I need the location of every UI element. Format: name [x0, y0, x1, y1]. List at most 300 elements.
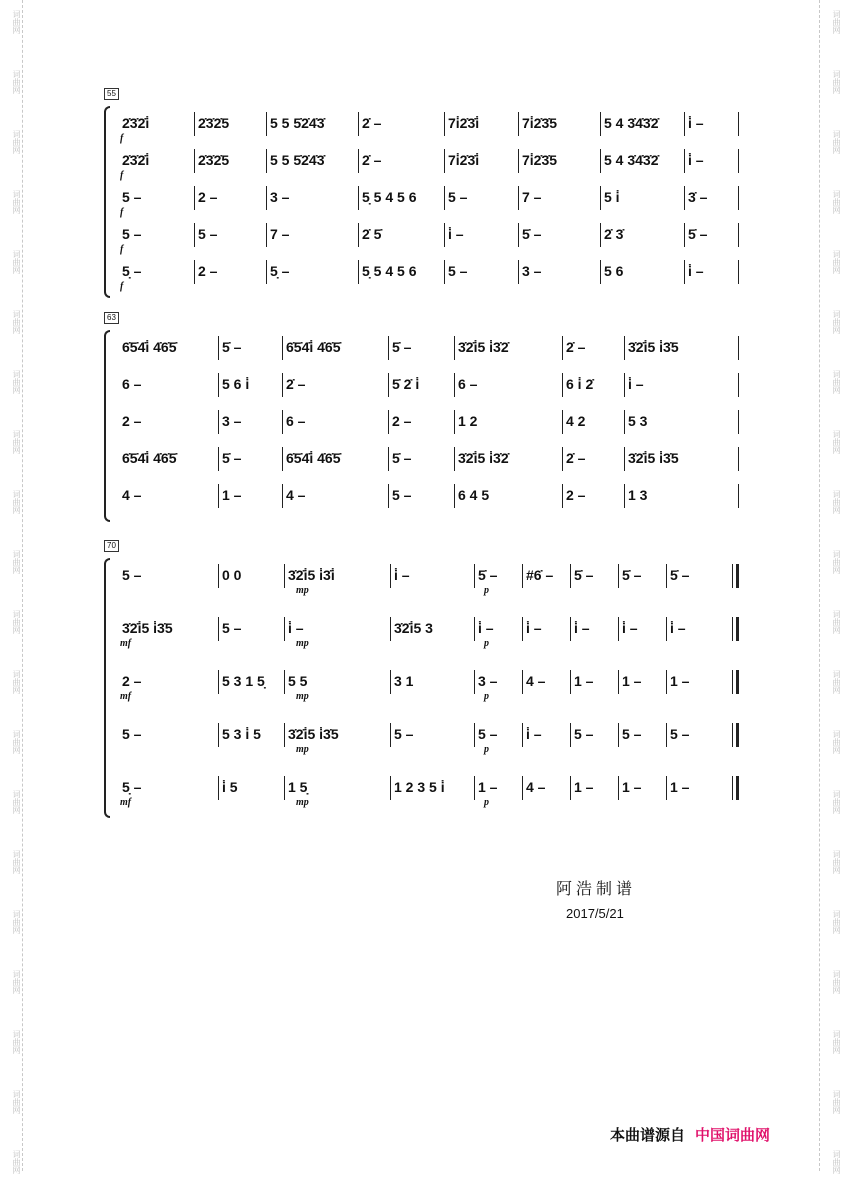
barline [738, 260, 739, 284]
barline [218, 373, 219, 397]
watermark-text: 词曲网 [832, 670, 841, 694]
measure-cell: 5 – [122, 567, 142, 583]
measure-cell: 5̇ 2̇ i̇ [392, 376, 420, 392]
barline [684, 186, 685, 210]
barline [454, 447, 455, 471]
dynamic-marking: f [120, 244, 124, 255]
watermark-text: 词曲网 [832, 610, 841, 634]
barline [522, 670, 523, 694]
barline [474, 670, 475, 694]
source-credit [610, 1124, 770, 1145]
measure-cell: 3̇2̇i̇5 i̇3̇5 [288, 726, 339, 742]
watermark-text: 词曲网 [12, 310, 21, 334]
final-barline [736, 564, 739, 588]
barline [562, 484, 563, 508]
barline [358, 223, 359, 247]
measure-cell: 5 – [122, 226, 142, 242]
voice-part-2 [118, 613, 738, 649]
source-site-link[interactable]: 中国词曲网 [695, 1126, 771, 1144]
measure-cell: 5̇ – [222, 450, 242, 466]
barline [390, 617, 391, 641]
barline [358, 186, 359, 210]
measure-cell: 1 – [670, 673, 690, 689]
measure-cell: 5 5 5̇2̇4̇3̇ [270, 152, 325, 168]
measure-number: 55 [104, 88, 119, 100]
measure-cell: 2 – [198, 263, 218, 279]
measure-cell: 2 – [566, 487, 586, 503]
barline [518, 112, 519, 136]
measure-cell: 6 – [458, 376, 478, 392]
barline [444, 149, 445, 173]
barline [738, 186, 739, 210]
measure-cell: 5 – [222, 620, 242, 636]
watermark-text: 词曲网 [832, 850, 841, 874]
measure-cell: 2̇ – [566, 450, 586, 466]
watermark-text: 词曲网 [832, 130, 841, 154]
watermark-text: 词曲网 [12, 1090, 21, 1114]
barline [618, 776, 619, 800]
measure-cell: 3̇2̇i̇5 3 [394, 620, 433, 636]
measure-cell: 5 5 [288, 673, 308, 689]
barline [284, 617, 285, 641]
voice-part-5 [118, 480, 738, 516]
measure-cell: 3̇2̇i̇5 i̇3̇i̇ [288, 567, 335, 583]
dynamic-marking: f [120, 207, 124, 218]
watermark-text: 词曲网 [832, 70, 841, 94]
watermark-text: 词曲网 [832, 910, 841, 934]
barline [738, 447, 739, 471]
barline [284, 670, 285, 694]
barline [474, 617, 475, 641]
barline [358, 149, 359, 173]
measure-cell: 1 – [622, 779, 642, 795]
dynamic-marking: f [120, 133, 124, 144]
measure-cell: 5 3 1 5̣ [222, 673, 265, 689]
barline [474, 776, 475, 800]
measure-cell: 5 – [478, 726, 498, 742]
final-barline [736, 617, 739, 641]
barline [218, 617, 219, 641]
watermark-text: 词曲网 [12, 70, 21, 94]
dynamic-marking: mp [296, 797, 309, 808]
measure-cell: 7i̇2̇3̇i̇ [448, 152, 480, 168]
measure-cell: 3̇2̇i̇5 i̇3̇5 [628, 450, 679, 466]
measure-cell: i̇ – [688, 152, 704, 168]
measure-cell: 5 3 i̇ 5 [222, 726, 261, 742]
watermark-text: 词曲网 [12, 430, 21, 454]
watermark-text: 词曲网 [832, 310, 841, 334]
measure-cell: 4 – [526, 779, 546, 795]
dynamic-marking: p [484, 638, 489, 649]
watermark-text: 词曲网 [12, 130, 21, 154]
barline [284, 564, 285, 588]
watermark-text: 词曲网 [832, 250, 841, 274]
measure-cell: 1 – [622, 673, 642, 689]
measure-cell: 1 – [478, 779, 498, 795]
barline [454, 373, 455, 397]
measure-cell: 7i̇2̇3̇5 [522, 115, 558, 131]
measure-cell: 6̇5̇4̇i̇ 4̇6̇5̇ [122, 450, 177, 466]
voice-part-3 [118, 666, 738, 702]
measure-cell: i̇ – [688, 263, 704, 279]
barline [284, 776, 285, 800]
measure-cell: 2̇3̇2̇5 [198, 152, 230, 168]
measure-cell: 6̇5̇4̇i̇ 4̇6̇5̇ [122, 339, 177, 355]
barline [194, 223, 195, 247]
barline [282, 447, 283, 471]
measure-cell: 2̇3̇2̇i̇ [122, 152, 150, 168]
barline [444, 260, 445, 284]
measure-cell: 5 – [622, 726, 642, 742]
watermark-text: 词曲网 [12, 10, 21, 34]
barline [522, 564, 523, 588]
watermark-text: 词曲网 [832, 1090, 841, 1114]
measure-cell: 2 – [198, 189, 218, 205]
barline [600, 112, 601, 136]
dynamic-marking: mp [296, 744, 309, 755]
measure-cell: 2̇3̇2̇5 [198, 115, 230, 131]
voice-part-4 [118, 443, 738, 479]
barline [218, 564, 219, 588]
watermark-text: 词曲网 [12, 910, 21, 934]
barline [518, 149, 519, 173]
watermark-text: 词曲网 [12, 850, 21, 874]
measure-cell: 5̣ – [122, 263, 142, 279]
barline [522, 723, 523, 747]
measure-cell: 5̇ – [688, 226, 708, 242]
dynamic-marking: p [484, 585, 489, 596]
arranger-signature: 阿浩制谱 [556, 879, 637, 898]
voice-part-5 [118, 256, 738, 292]
barline [284, 723, 285, 747]
dynamic-marking: mp [296, 585, 309, 596]
source-label: 本曲谱源自 [610, 1126, 686, 1144]
watermark-text: 词曲网 [12, 370, 21, 394]
measure-cell: 5 – [392, 487, 412, 503]
measure-cell: 5̣ 5 4 5 6 [362, 263, 417, 279]
barline [218, 336, 219, 360]
barline [474, 723, 475, 747]
measure-cell: 5̇ – [574, 567, 594, 583]
dynamic-marking: p [484, 797, 489, 808]
dynamic-marking: mf [120, 797, 132, 808]
barline [518, 260, 519, 284]
watermark-text: 词曲网 [12, 190, 21, 214]
barline [738, 149, 739, 173]
barline [666, 670, 667, 694]
voice-part-4 [118, 219, 738, 255]
staff-brace [104, 330, 110, 522]
measure-cell: 1 3 [628, 487, 648, 503]
barline [618, 617, 619, 641]
barline [618, 670, 619, 694]
measure-number: 70 [104, 540, 119, 552]
measure-cell: 1 2 3 5 i̇ [394, 779, 445, 795]
measure-cell: i̇ – [448, 226, 464, 242]
measure-cell: 3̇2̇i̇5 i̇3̇5 [122, 620, 173, 636]
measure-cell: 2 – [122, 413, 142, 429]
barline [444, 112, 445, 136]
measure-cell: 3̇2̇i̇5 i̇3̇2̇ [458, 450, 509, 466]
dynamic-marking: mf [120, 638, 132, 649]
barline [390, 776, 391, 800]
final-barline [736, 670, 739, 694]
measure-cell: 3 – [522, 263, 542, 279]
barline [618, 564, 619, 588]
watermark-text: 词曲网 [12, 970, 21, 994]
barline [218, 723, 219, 747]
measure-cell: i̇ – [526, 620, 542, 636]
measure-cell: 5̇ – [392, 450, 412, 466]
barline [600, 223, 601, 247]
measure-cell: 5̣ 5 4 5 6 [362, 189, 417, 205]
barline [738, 484, 739, 508]
voice-part-1 [118, 560, 738, 596]
measure-number: 63 [104, 312, 119, 324]
measure-cell: 5 6 [604, 263, 624, 279]
measure-cell: 3 – [478, 673, 498, 689]
measure-cell: #6̇ – [526, 567, 554, 583]
measure-cell: 5 5 5̇2̇4̇3̇ [270, 115, 325, 131]
barline [454, 336, 455, 360]
dynamic-marking: p [484, 744, 489, 755]
measure-cell: 3 1 [394, 673, 414, 689]
voice-part-5 [118, 772, 738, 808]
score-date: 2017/5/21 [566, 906, 624, 921]
barline [390, 670, 391, 694]
measure-cell: 7i̇2̇3̇i̇ [448, 115, 480, 131]
measure-cell: 5 i̇ [604, 189, 620, 205]
measure-cell: 2̇3̇2̇i̇ [122, 115, 150, 131]
score-system-1 [104, 88, 738, 298]
measure-cell: i̇ – [526, 726, 542, 742]
barline [266, 186, 267, 210]
right-watermark-strip [819, 0, 842, 1174]
barline [358, 112, 359, 136]
watermark-text: 词曲网 [832, 1030, 841, 1054]
measure-cell: 5̣ – [270, 263, 290, 279]
measure-cell: 3̇ – [688, 189, 708, 205]
measure-cell: 5̇ – [522, 226, 542, 242]
barline [444, 223, 445, 247]
measure-cell: i̇ – [622, 620, 638, 636]
measure-cell: i̇ 5 [222, 779, 238, 795]
measure-cell: 4 – [122, 487, 142, 503]
measure-cell: 5 – [574, 726, 594, 742]
measure-cell: 1 – [574, 673, 594, 689]
watermark-text: 词曲网 [832, 550, 841, 574]
measure-cell: 1 5̣ [288, 779, 308, 795]
measure-cell: 1 2 [458, 413, 478, 429]
measure-cell: i̇ – [288, 620, 304, 636]
dynamic-marking: p [484, 691, 489, 702]
measure-cell: 3̇2̇i̇5 i̇3̇5 [628, 339, 679, 355]
barline [684, 112, 685, 136]
barline [570, 564, 571, 588]
barline [454, 410, 455, 434]
barline [388, 336, 389, 360]
measure-cell: 5̇ – [622, 567, 642, 583]
barline [624, 447, 625, 471]
voice-part-2 [118, 145, 738, 181]
barline [600, 149, 601, 173]
barline [194, 186, 195, 210]
barline [666, 776, 667, 800]
barline [666, 617, 667, 641]
barline [218, 447, 219, 471]
dynamic-marking: mp [296, 638, 309, 649]
barline [562, 410, 563, 434]
voice-part-3 [118, 182, 738, 218]
barline [388, 410, 389, 434]
measure-cell: 5̇ – [478, 567, 498, 583]
barline [518, 223, 519, 247]
barline [570, 670, 571, 694]
watermark-text: 词曲网 [832, 10, 841, 34]
measure-cell: 6 4 5 [458, 487, 490, 503]
barline [218, 776, 219, 800]
barline [390, 564, 391, 588]
measure-cell: 5̇ – [670, 567, 690, 583]
score-system-2 [104, 312, 738, 522]
dynamic-marking: f [120, 170, 124, 181]
barline [624, 336, 625, 360]
measure-cell: 6̇5̇4̇i̇ 4̇6̇5̇ [286, 450, 341, 466]
barline [570, 617, 571, 641]
final-barline [736, 723, 739, 747]
measure-cell: 5 – [448, 189, 468, 205]
barline [282, 373, 283, 397]
barline [562, 373, 563, 397]
final-barline [736, 776, 739, 800]
barline [624, 410, 625, 434]
measure-cell: 2̇ – [286, 376, 306, 392]
barline [600, 186, 601, 210]
measure-cell: 6 – [286, 413, 306, 429]
voice-part-2 [118, 369, 738, 405]
barline [454, 484, 455, 508]
measure-cell: i̇ – [688, 115, 704, 131]
barline [282, 410, 283, 434]
watermark-text: 词曲网 [832, 790, 841, 814]
barline [684, 223, 685, 247]
watermark-text: 词曲网 [12, 550, 21, 574]
barline [570, 723, 571, 747]
barline [388, 373, 389, 397]
watermark-text: 词曲网 [12, 730, 21, 754]
barline [562, 447, 563, 471]
measure-cell: 7 – [522, 189, 542, 205]
measure-cell: i̇ – [670, 620, 686, 636]
measure-cell: 5 – [198, 226, 218, 242]
barline [600, 260, 601, 284]
barline [738, 410, 739, 434]
measure-cell: 2̇ – [362, 115, 382, 131]
barline [266, 112, 267, 136]
measure-cell: 6̇5̇4̇i̇ 4̇6̇5̇ [286, 339, 341, 355]
measure-cell: 1 – [222, 487, 242, 503]
measure-cell: 2 – [392, 413, 412, 429]
measure-cell: 5 3 [628, 413, 648, 429]
barline [218, 670, 219, 694]
measure-cell: 1 – [574, 779, 594, 795]
voice-part-3 [118, 406, 738, 442]
measure-cell: 5 – [122, 726, 142, 742]
measure-cell: 3 – [270, 189, 290, 205]
watermark-text: 词曲网 [12, 670, 21, 694]
dynamic-marking: mp [296, 691, 309, 702]
barline [684, 260, 685, 284]
barline [390, 723, 391, 747]
measure-cell: 2̇ 3̇ [604, 226, 624, 242]
measure-cell: 5 6 i̇ [222, 376, 250, 392]
staff-brace [104, 558, 110, 818]
watermark-text: 词曲网 [832, 370, 841, 394]
measure-cell: 3 – [222, 413, 242, 429]
measure-cell: 2̇ – [362, 152, 382, 168]
barline [194, 112, 195, 136]
watermark-text: 词曲网 [12, 250, 21, 274]
barline [218, 484, 219, 508]
staff-brace [104, 106, 110, 298]
watermark-text: 词曲网 [832, 970, 841, 994]
dynamic-marking: f [120, 281, 124, 292]
measure-cell: 5 – [122, 189, 142, 205]
measure-cell: 4 2 [566, 413, 586, 429]
barline [562, 336, 563, 360]
watermark-text: 词曲网 [12, 1030, 21, 1054]
voice-part-4 [118, 719, 738, 755]
measure-cell: 3̇2̇i̇5 i̇3̇2̇ [458, 339, 509, 355]
measure-cell: 4 – [286, 487, 306, 503]
watermark-text: 词曲网 [12, 1150, 21, 1174]
measure-cell: 1 – [670, 779, 690, 795]
barline [522, 617, 523, 641]
measure-cell: 7i̇2̇3̇5 [522, 152, 558, 168]
barline [624, 373, 625, 397]
barline [738, 223, 739, 247]
measure-cell: 2 – [122, 673, 142, 689]
barline [194, 260, 195, 284]
measure-cell: i̇ – [628, 376, 644, 392]
measure-cell: 2̇ – [566, 339, 586, 355]
barline [388, 447, 389, 471]
barline [518, 186, 519, 210]
voice-part-1 [118, 332, 738, 368]
measure-cell: 4 – [526, 673, 546, 689]
watermark-text: 词曲网 [832, 1150, 841, 1174]
dynamic-marking: mf [120, 691, 132, 702]
measure-cell: 0 0 [222, 567, 242, 583]
measure-cell: 5 – [448, 263, 468, 279]
barline [666, 564, 667, 588]
barline [684, 149, 685, 173]
measure-cell: 6 i̇ 2̇ [566, 376, 594, 392]
measure-cell: 2̇ 5̇ [362, 226, 382, 242]
barline [444, 186, 445, 210]
measure-cell: 7 – [270, 226, 290, 242]
barline [266, 149, 267, 173]
measure-cell: 5 – [394, 726, 414, 742]
barline [738, 373, 739, 397]
measure-cell: 5̇ – [392, 339, 412, 355]
voice-part-1 [118, 108, 738, 144]
barline [570, 776, 571, 800]
barline [194, 149, 195, 173]
measure-cell: i̇ – [478, 620, 494, 636]
measure-cell: 5 4 3̇4̇3̇2̇ [604, 152, 659, 168]
barline [282, 336, 283, 360]
